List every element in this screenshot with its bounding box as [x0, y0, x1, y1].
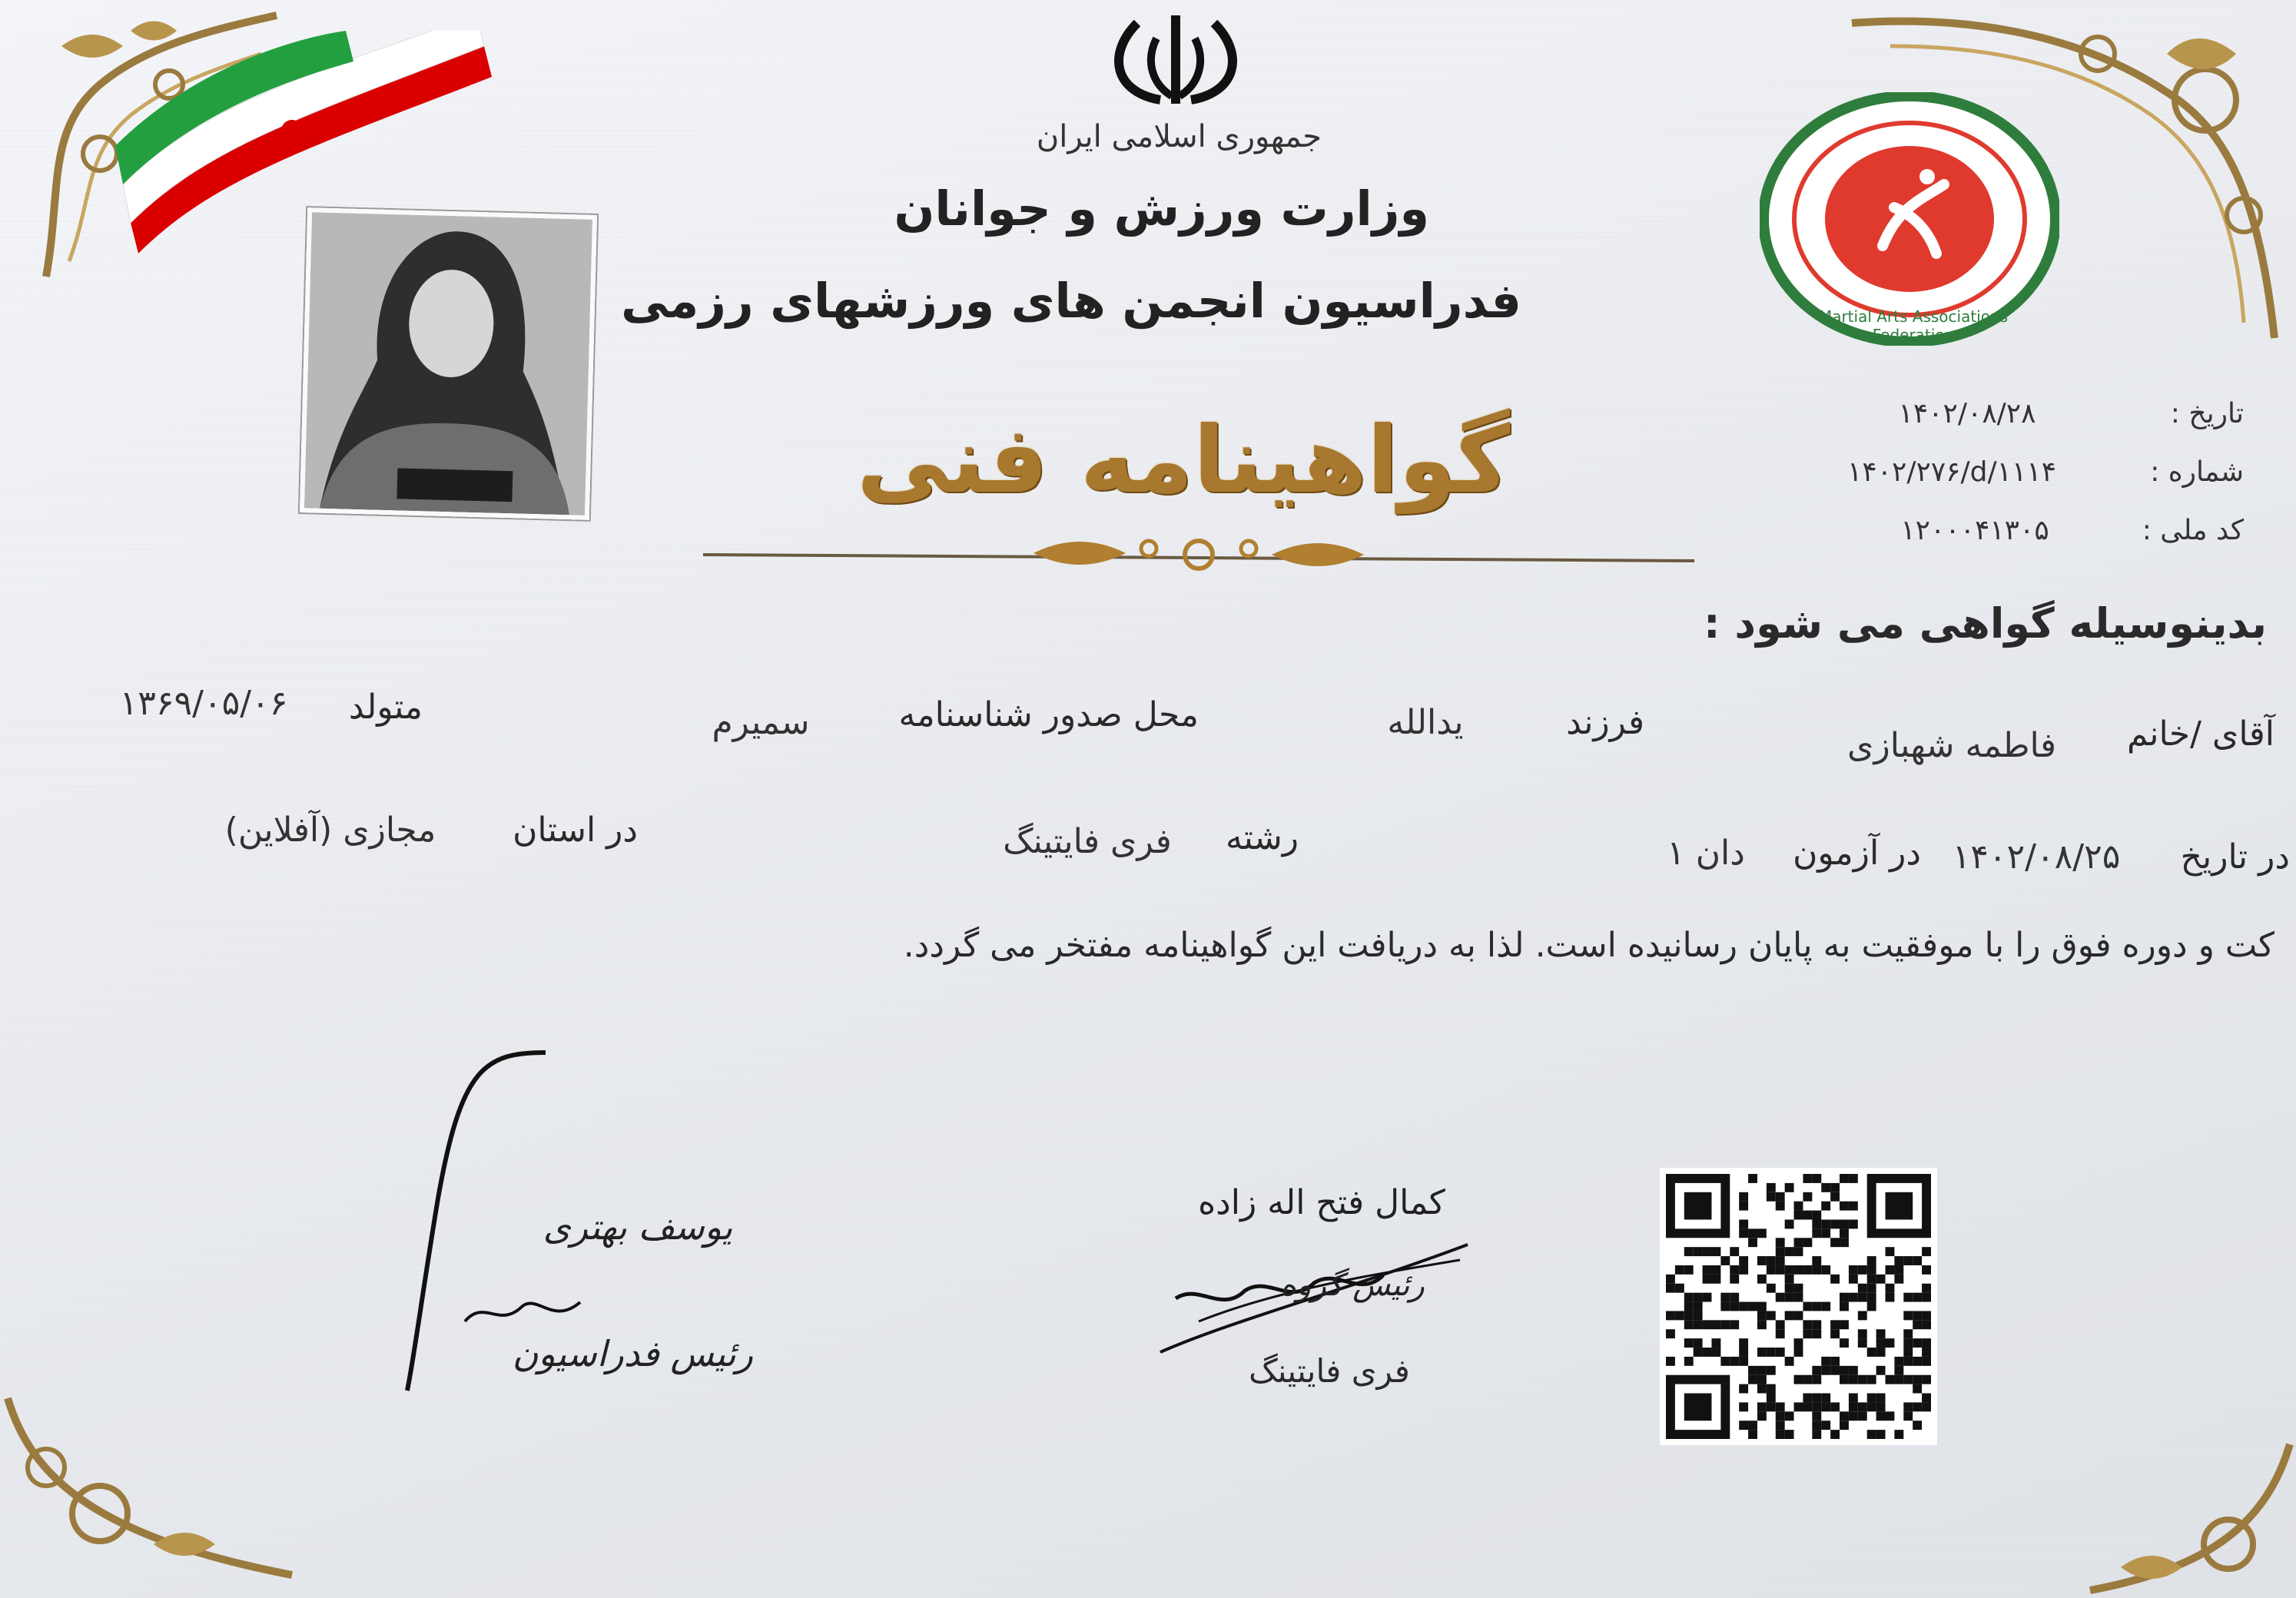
holder-name: فاطمه شهبازی — [1847, 726, 2056, 765]
middle-signatory-sub: فری فایتینگ — [1249, 1352, 1410, 1390]
middle-signatory-role: رئیس گروه — [1280, 1268, 1425, 1303]
province-value: مجازی (آفلاین) — [224, 811, 436, 850]
field-label: رشته — [1226, 818, 1299, 857]
born-value: ۱۳۶۹/۰۵/۰۶ — [119, 684, 288, 723]
left-signature-scribble — [461, 1291, 584, 1337]
portrait-image — [304, 212, 592, 515]
date-value: ۱۴۰۲/۰۸/۲۸ — [1898, 398, 2036, 429]
certify-statement: بدینوسیله گواهی می شود : — [1704, 599, 2267, 648]
holder-photo — [300, 207, 597, 520]
qr-code-icon — [1666, 1174, 1931, 1439]
national-id-value: ۱۲۰۰۰۴۱۳۰۵ — [1900, 515, 2049, 546]
father-name: یدالله — [1387, 703, 1464, 742]
date-label: تاریخ : — [2170, 398, 2244, 429]
middle-signatory-name: کمال فتح اله زاده — [1198, 1183, 1445, 1222]
iran-emblem-icon — [1107, 8, 1245, 108]
number-label: شماره : — [2150, 456, 2244, 488]
born-label: متولد — [348, 688, 423, 727]
exam-value: دان ۱ — [1667, 834, 1745, 873]
republic-name: جمهوری اسلامی ایران — [1036, 119, 1322, 154]
federation-logo-text: Martial Arts Associations Federation — [1818, 307, 2009, 344]
father-label: فرزند — [1566, 703, 1644, 742]
closing-statement: کت و دوره فوق را با موفقیت به پایان رسانیده است. لذا به دریافت این گواهینامه مفتخر می گردد. — [903, 926, 2274, 965]
place-value: سمیرم — [712, 703, 810, 742]
corner-ornament-bottom-left — [0, 1383, 307, 1598]
field-value: فری فایتینگ — [1003, 822, 1172, 861]
federation-name: فدراسیون انجمن های ورزشهای رزمی — [621, 273, 1521, 329]
title-divider — [703, 530, 1694, 576]
certificate-title: گواهینامه فنی — [856, 407, 1511, 514]
title-prefix-label: آقای /خانم — [2126, 714, 2274, 754]
exam-label: در آزمون — [1793, 834, 1921, 873]
exam-date-value: ۱۴۰۲/۰۸/۲۵ — [1952, 837, 2121, 877]
ministry-name: وزارت ورزش و جوانان — [894, 181, 1429, 237]
exam-date-label: در تاریخ — [2180, 837, 2290, 877]
left-signatory-role: رئیس فدراسیون — [512, 1333, 753, 1374]
place-label: محل صدور شناسنامه — [898, 695, 1199, 734]
left-signatory-name: یوسف بهتری — [542, 1206, 733, 1248]
corner-ornament-bottom-right — [2075, 1437, 2296, 1598]
province-label: در استان — [513, 811, 638, 850]
qr-code — [1660, 1168, 1937, 1445]
number-value: ۱۴۰۲/۲۷۶/d/۱۱۱۴ — [1847, 456, 2056, 488]
national-id-label: کد ملی : — [2142, 515, 2244, 546]
